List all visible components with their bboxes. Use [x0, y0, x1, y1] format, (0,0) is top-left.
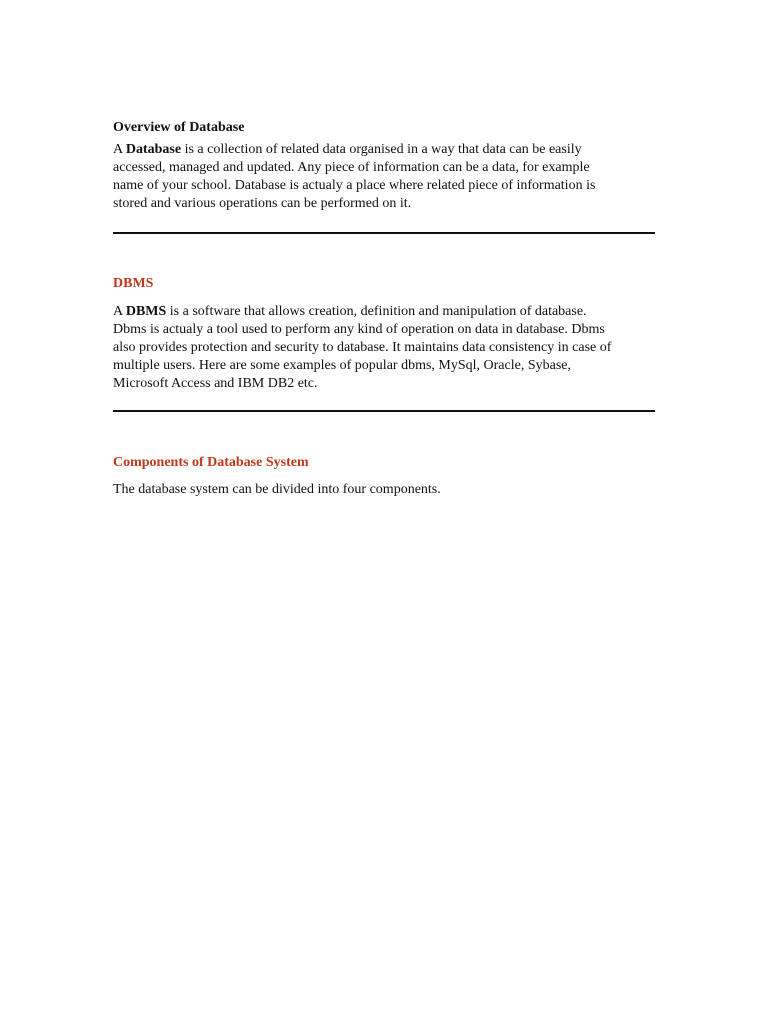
section-heading-components: Components of Database System: [113, 455, 309, 470]
paragraph-line: multiple users. Here are some examples of popular dbms, MySql, Oracle, Sybase,: [113, 358, 572, 373]
bold-term-database: Database: [125, 142, 182, 157]
paragraph-line: stored and various operations can be performed on it.: [113, 196, 412, 211]
bold-term-dbms: DBMS: [125, 304, 167, 319]
section-heading-dbms: DBMS: [113, 276, 154, 291]
paragraph-line: [113, 141, 658, 159]
paragraph-line: accessed, managed and updated. Any piece of information can be a data, for example: [113, 160, 590, 175]
paragraph-line: also provides protection and security to database. It maintains data consistency in case of: [113, 340, 612, 355]
lead-text: A: [113, 304, 126, 319]
horizontal-divider: [113, 232, 655, 234]
paragraph-database-definition: [113, 141, 658, 213]
horizontal-divider: [113, 410, 655, 412]
paragraph-line: name of your school. Database is actualy a place where related piece of information is: [113, 178, 596, 193]
paragraph-dbms-definition: [113, 303, 658, 393]
paragraph-components-intro: [113, 481, 658, 499]
line-text: is a collection of related data organised in a way that data can be easily: [181, 142, 582, 157]
paragraph-line: Microsoft Access and IBM DB2 etc.: [113, 376, 318, 391]
section-heading-overview: Overview of Database: [113, 120, 245, 135]
paragraph-line: Dbms is actualy a tool used to perform any kind of operation on data in database. Dbms: [113, 322, 605, 337]
lead-text: A: [113, 142, 126, 157]
paragraph-line: [113, 303, 658, 321]
paragraph-line: The database system can be divided into four components.: [113, 482, 441, 497]
line-text: is a software that allows creation, definition and manipulation of database.: [166, 304, 587, 319]
